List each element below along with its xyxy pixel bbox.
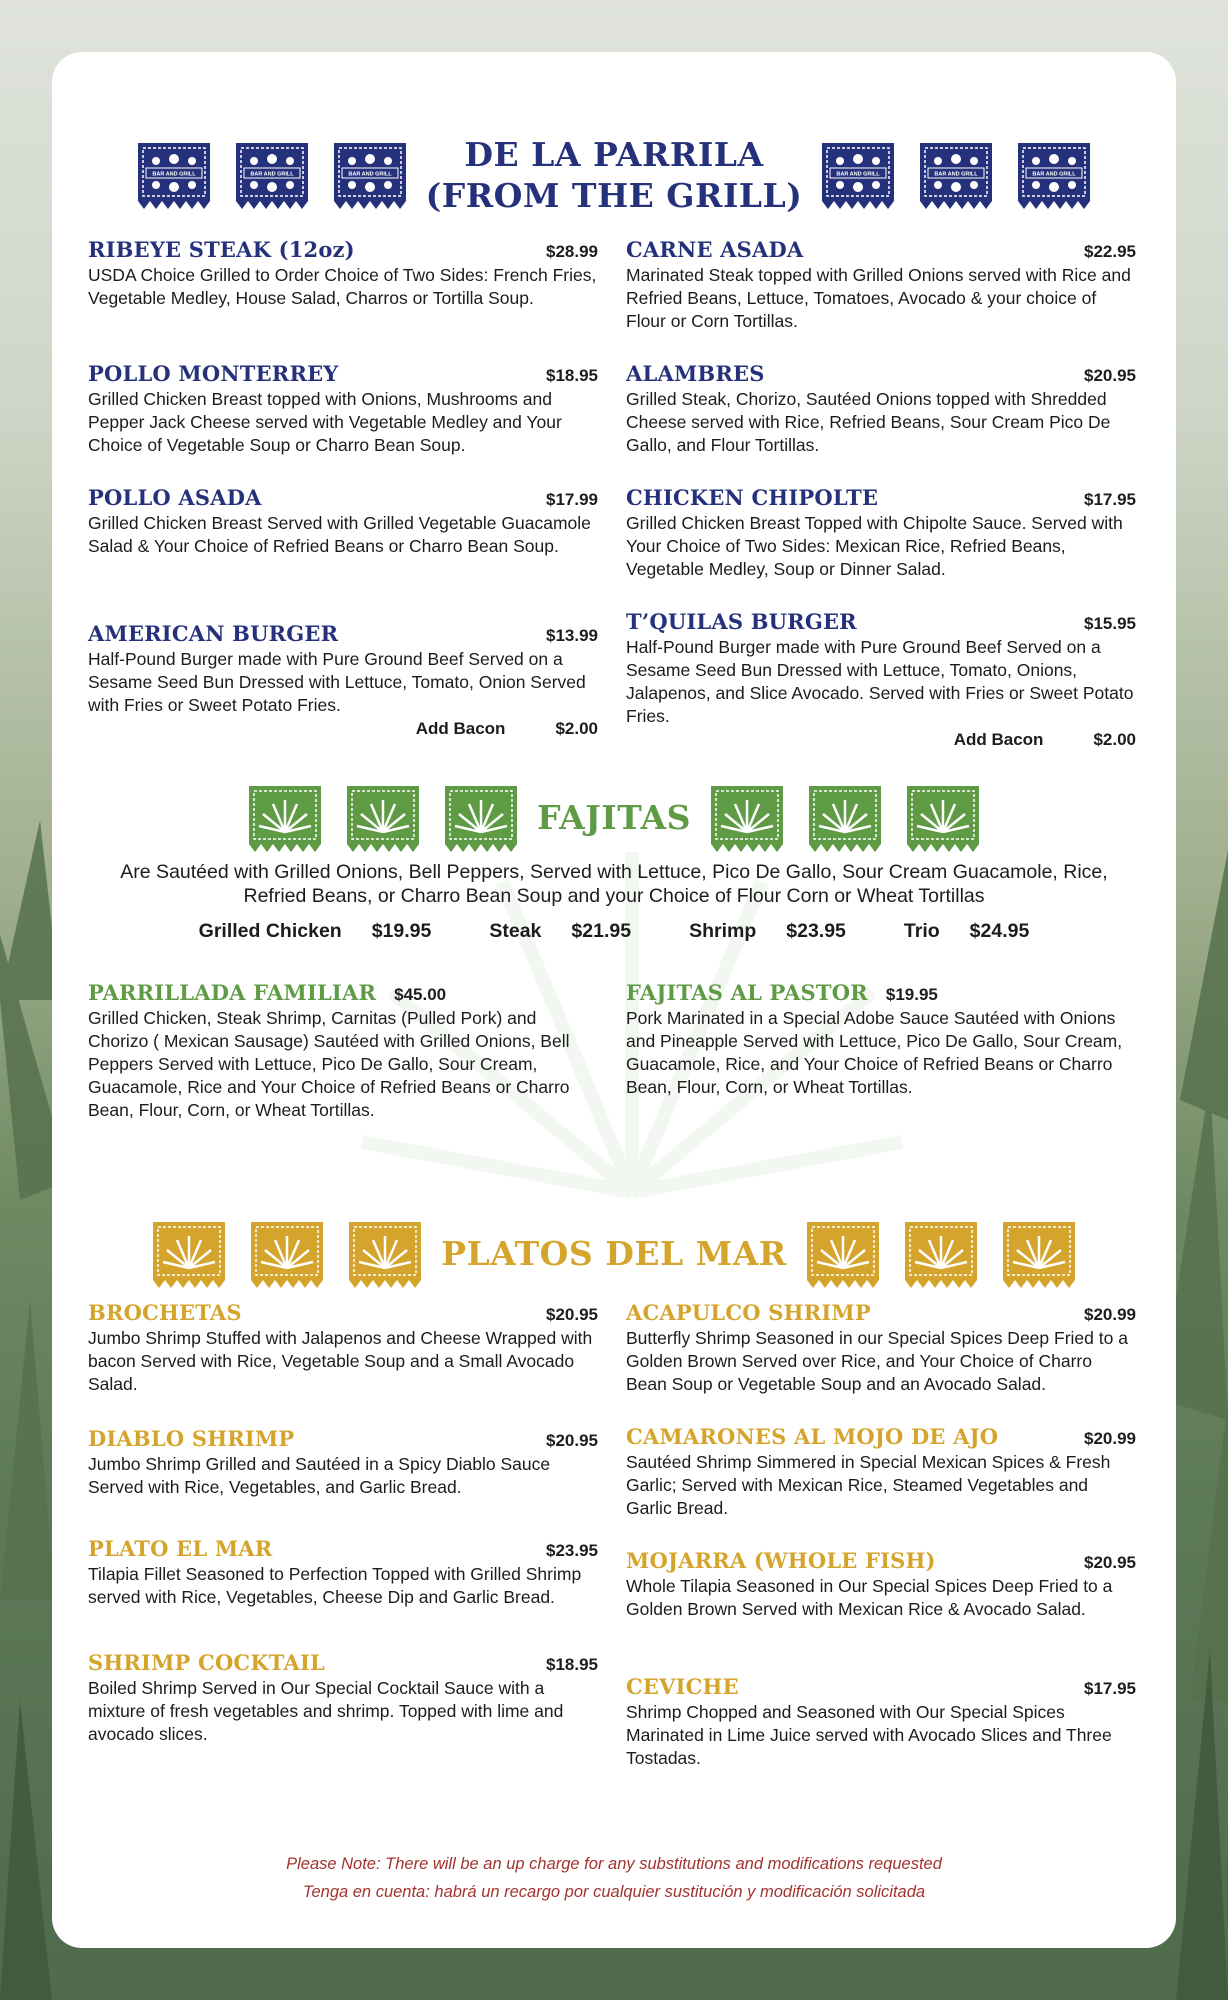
agave-flag-icon — [249, 1218, 325, 1290]
item-header — [626, 361, 1136, 386]
fajita-option-price: $24.95 — [969, 920, 1030, 942]
menu-item — [88, 361, 598, 457]
agave-flag-icon — [1001, 1218, 1077, 1290]
item-header — [88, 1426, 598, 1451]
flag-label: BAR AND GRILL — [250, 171, 294, 178]
item-description: Jumbo Shrimp Grilled and Sautéed in a Spicy Diablo Sauce Served with Rice, Vegetables, and Garlic Bread. — [88, 1454, 551, 1497]
addon-label: Add Bacon — [415, 719, 506, 738]
item-header — [88, 621, 598, 646]
item-description: Butterfly Shrimp Seasoned in our Special Spices Deep Fried to a Golden Brown Served over Rice, and Your Choice of Charro Bean Soup or Vegetable Soup and an Avocado Salad. — [626, 1328, 1128, 1394]
agave-flags-left — [247, 782, 519, 854]
agave-flag-icon — [805, 1218, 881, 1290]
item-name: CEVICHE — [626, 1674, 739, 1699]
agave-flag-icon — [347, 1218, 423, 1290]
menu-item — [626, 361, 1136, 457]
fajita-option-label: Trio — [903, 920, 940, 942]
item-description: Grilled Chicken Breast Topped with Chipolte Sauce. Served with Your Choice of Two Sides: Mexican Rice, Refried Beans, Vegetable Medley, Soup or Dinner Salad. — [626, 513, 1123, 579]
fajita-option — [489, 920, 689, 943]
item-description: Shrimp Chopped and Seasoned with Our Special Spices Marinated in Lime Juice served with Avocado Slices and Three Tostadas. — [626, 1702, 1112, 1768]
item-name: SHRIMP COCKTAIL — [88, 1650, 325, 1675]
agave-flag-icon — [903, 1218, 979, 1290]
item-price: $18.95 — [546, 1655, 598, 1674]
menu-item — [88, 1426, 598, 1499]
item-price: $20.95 — [1084, 1553, 1136, 1572]
item-description: Grilled Chicken, Steak Shrimp, Carnitas (Pulled Pork) and Chorizo ( Mexican Sausage) Sautéed with Grilled Onions, Bell Peppers Served with Lettuce, Pico De Gallo, Sour Cream, Guacamole, Rice and Your Choice of Refried Beans or Charro Bean, Flour, Corn, or Wheat Tortillas. — [88, 1008, 570, 1120]
menu-item — [88, 485, 598, 558]
mar-title: PLATOS DEL MAR — [441, 1234, 787, 1274]
mar-section-header — [52, 1218, 1176, 1290]
item-name: PLATO EL MAR — [88, 1536, 273, 1561]
fajita-option-price: $19.95 — [371, 920, 432, 942]
fajita-option — [689, 920, 904, 943]
menu-card — [52, 52, 1176, 1948]
menu-item — [88, 1536, 598, 1609]
addon-row — [88, 719, 598, 739]
item-name: AMERICAN BURGER — [88, 621, 339, 646]
gold-flags-right — [805, 1218, 1077, 1290]
item-header — [626, 1424, 1136, 1449]
flag-label: BAR AND GRILL — [348, 171, 392, 178]
item-header — [88, 1300, 598, 1325]
agave-flag-icon — [247, 782, 323, 854]
item-description: Half-Pound Burger made with Pure Ground Beef Served on a Sesame Seed Bun Dressed with Lettuce, Tomato, Onion Served with Fries or Sweet Potato Fries. — [88, 649, 586, 715]
item-price: $19.95 — [885, 985, 938, 1004]
item-name: POLLO ASADA — [88, 485, 262, 510]
item-header — [626, 1300, 1136, 1325]
item-price: $20.95 — [1084, 366, 1136, 385]
menu-item — [626, 1424, 1136, 1520]
agave-flag-icon — [905, 782, 981, 854]
papel-picado-flag-icon — [918, 139, 994, 211]
item-header — [88, 1650, 598, 1675]
note-spanish: Tenga en cuenta: habrá un recargo por cualquier sustitución y modificación solicitada — [302, 1883, 926, 1901]
item-description: Grilled Chicken Breast Served with Grilled Vegetable Guacamole Salad & Your Choice of Refried Beans or Charro Bean Soup. — [88, 513, 591, 556]
fajita-option-label: Shrimp — [689, 920, 757, 942]
menu-item — [626, 237, 1136, 333]
substitution-note — [52, 1850, 1176, 1906]
menu-item — [88, 237, 598, 310]
item-description: Half-Pound Burger made with Pure Ground Beef Served on a Sesame Seed Bun Dressed with Lettuce, Tomato, Onions, Jalapenos, and Slice Avocado. Served with Fries or Sweet Potato Fries. — [626, 637, 1134, 726]
item-header — [88, 361, 598, 386]
papel-picado-flags-left — [136, 139, 408, 211]
addon-price: $2.00 — [1093, 730, 1136, 749]
item-price: $13.99 — [546, 626, 598, 645]
item-price: $23.95 — [546, 1541, 598, 1560]
fajitas-section-header — [52, 782, 1176, 854]
item-name: T’QUILAS BURGER — [626, 609, 857, 634]
item-name: MOJARRA (WHOLE FISH) — [626, 1548, 936, 1573]
item-price: $45.00 — [394, 985, 447, 1004]
flag-label: BAR AND GRILL — [152, 171, 196, 178]
addon-row — [626, 730, 1136, 750]
item-name: RIBEYE STEAK (12oz) — [88, 237, 355, 262]
fajitas-price-options — [52, 920, 1176, 943]
addon-price: $2.00 — [555, 719, 598, 738]
menu-item — [626, 1548, 1136, 1621]
item-description: Marinated Steak topped with Grilled Onions served with Rice and Refried Beans, Lettuce, Tomatoes, Avocado & your choice of Flour or Corn Tortillas. — [626, 265, 1131, 331]
papel-picado-flags-right — [820, 139, 1092, 211]
item-price: $18.95 — [546, 366, 598, 385]
fajitas-description: Are Sautéed with Grilled Onions, Bell Peppers, Served with Lettuce, Pico De Gallo, Sour Cream Guacamole, Rice, Refried Beans, or Charro Bean Soup and your Choice of Flour Corn or Wheat Tortillas — [120, 861, 1108, 907]
menu-item — [88, 1300, 598, 1396]
menu-item — [626, 485, 1136, 581]
item-name: DIABLO SHRIMP — [88, 1426, 295, 1451]
agave-flag-icon — [807, 782, 883, 854]
flag-label: BAR AND GRILL — [934, 171, 978, 178]
agave-flag-icon — [443, 782, 519, 854]
fajita-option — [904, 920, 1029, 943]
fajitas-al-pastor-item — [626, 980, 1136, 1099]
item-price: $17.95 — [1084, 1679, 1136, 1698]
agave-flag-icon — [709, 782, 785, 854]
agave-flag-icon — [345, 782, 421, 854]
item-price: $20.99 — [1084, 1305, 1136, 1324]
grill-title-line2: (FROM THE GRILL) — [425, 176, 803, 216]
item-header — [88, 1536, 598, 1561]
grill-section-header — [52, 134, 1176, 217]
item-description: USDA Choice Grilled to Order Choice of Two Sides: French Fries, Vegetable Medley, House Salad, Charros or Tortilla Soup. — [88, 265, 597, 308]
papel-picado-flag-icon — [234, 139, 310, 211]
item-description: Grilled Steak, Chorizo, Sautéed Onions topped with Shredded Cheese served with Rice, Refried Beans, Sour Cream Pico De Gallo, and Flour Tortillas. — [626, 389, 1111, 455]
agave-flag-icon — [151, 1218, 227, 1290]
fajitas-title: FAJITAS — [537, 798, 691, 838]
item-description: Boiled Shrimp Served in Our Special Cocktail Sauce with a mixture of fresh vegetables and shrimp. Topped with lime and avocado slices. — [88, 1678, 564, 1744]
grill-section-title — [426, 134, 803, 217]
item-price: $17.95 — [1084, 490, 1136, 509]
item-description: Jumbo Shrimp Stuffed with Jalapenos and Cheese Wrapped with bacon Served with Rice, Vegetable Soup and a Small Avocado Salad. — [88, 1328, 593, 1394]
item-price: $20.99 — [1084, 1429, 1136, 1448]
item-header — [626, 1548, 1136, 1573]
item-name: FAJITAS AL PASTOR — [626, 980, 868, 1005]
item-name: CAMARONES AL MOJO DE AJO — [626, 1424, 999, 1449]
fajita-option — [199, 920, 490, 943]
fajita-option-price: $23.95 — [786, 920, 846, 942]
item-price: $17.99 — [546, 490, 598, 509]
item-description: Sautéed Shrimp Simmered in Special Mexican Spices & Fresh Garlic; Served with Mexican Rice, Steamed Vegetables and Garlic Bread. — [626, 1452, 1111, 1518]
item-header — [626, 237, 1136, 262]
item-header — [88, 485, 598, 510]
item-name: ALAMBRES — [626, 361, 765, 386]
item-description: Pork Marinated in a Special Adobe Sauce Sautéed with Onions and Pineapple Served with Lettuce, Pico De Gallo, Sour Cream, Guacamole, Rice, and Your Choice of Refried Beans or Charro Bean, Flour, Corn, or Wheat Tortillas. — [626, 1008, 1123, 1097]
gold-flags-left — [151, 1218, 423, 1290]
menu-item — [88, 1650, 598, 1746]
item-name: PARRILLADA FAMILIAR — [88, 980, 377, 1005]
item-price: $22.95 — [1084, 242, 1136, 261]
menu-item — [88, 621, 598, 739]
fajita-option-label: Grilled Chicken — [198, 920, 342, 942]
grill-title-line1: DE LA PARRILA — [464, 135, 764, 174]
fajita-option-price: $21.95 — [571, 920, 632, 942]
item-price: $15.95 — [1084, 614, 1136, 633]
papel-picado-flag-icon — [820, 139, 896, 211]
item-price: $20.95 — [546, 1431, 598, 1450]
item-header — [88, 237, 598, 262]
fajita-option-label: Steak — [489, 920, 542, 942]
item-header — [626, 609, 1136, 634]
menu-item — [626, 1674, 1136, 1770]
item-price: $28.99 — [546, 242, 598, 261]
item-description: Grilled Chicken Breast topped with Onions, Mushrooms and Pepper Jack Cheese served with Vegetable Medley and Your Choice of Vegetable Soup or Charro Bean Soup. — [88, 389, 562, 455]
item-name: CARNE ASADA — [626, 237, 804, 262]
menu-item — [626, 609, 1136, 750]
item-name: BROCHETAS — [88, 1300, 242, 1325]
item-header — [626, 1674, 1136, 1699]
item-description: Whole Tilapia Seasoned in Our Special Spices Deep Fried to a Golden Brown Served with Mexican Rice & Avocado Salad. — [626, 1576, 1113, 1619]
agave-flags-right — [709, 782, 981, 854]
note-english: Please Note: There will be an up charge for any substitutions and modifications requested — [286, 1855, 942, 1873]
papel-picado-flag-icon — [136, 139, 212, 211]
item-name: ACAPULCO SHRIMP — [626, 1300, 871, 1325]
flag-label: BAR AND GRILL — [1032, 171, 1076, 178]
parrillada-item — [88, 980, 598, 1122]
menu-item — [626, 1300, 1136, 1396]
flag-label: BAR AND GRILL — [836, 171, 880, 178]
item-price: $20.95 — [546, 1305, 598, 1324]
addon-label: Add Bacon — [953, 730, 1044, 749]
papel-picado-flag-icon — [332, 139, 408, 211]
item-header — [626, 485, 1136, 510]
item-description: Tilapia Fillet Seasoned to Perfection Topped with Grilled Shrimp served with Rice, Vegetables, Cheese Dip and Garlic Bread. — [88, 1564, 582, 1607]
papel-picado-flag-icon — [1016, 139, 1092, 211]
item-name: POLLO MONTERREY — [88, 361, 339, 386]
item-name: CHICKEN CHIPOLTE — [626, 485, 879, 510]
